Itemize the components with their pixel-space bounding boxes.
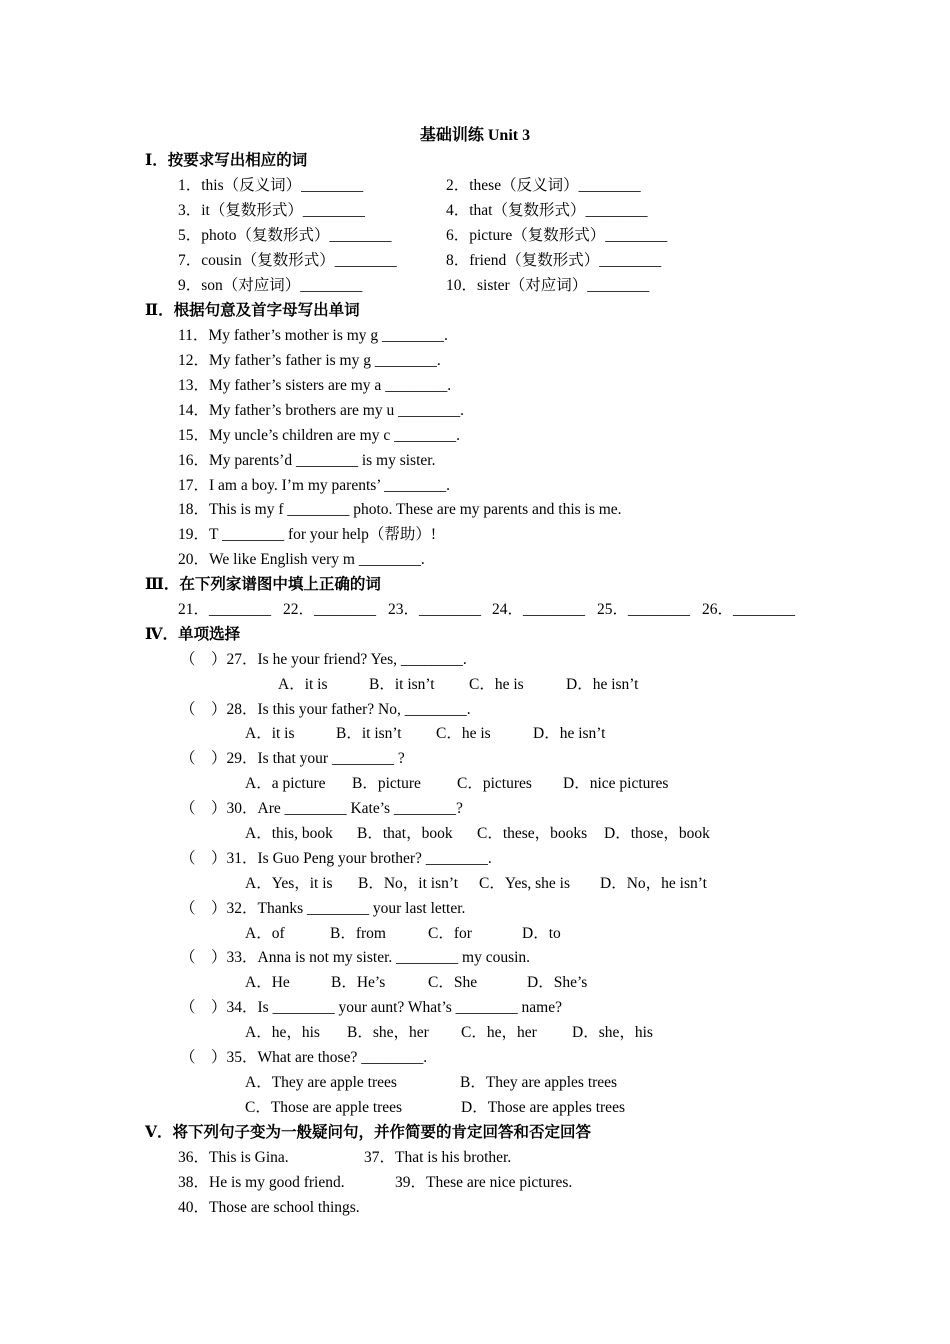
section-1-heading: Ⅰ．按要求写出相应的词 <box>145 152 308 169</box>
mc-option: B．They are apples trees <box>460 1074 618 1091</box>
mc-option: B．He’s <box>331 974 386 991</box>
blank-item: 23．________ <box>388 601 482 618</box>
blank-item: 26．________ <box>702 601 796 618</box>
mc-option: D．Those are apples trees <box>461 1099 625 1116</box>
mc-option: B．she，her <box>347 1024 429 1041</box>
question-item: 5．photo（复数形式）________ <box>178 227 392 244</box>
mc-option: A．it is <box>245 725 295 742</box>
question-item: 8．friend（复数形式）________ <box>446 252 662 269</box>
question-item: 12．My father’s father is my g ________. <box>178 352 441 369</box>
mc-option: D．she，his <box>572 1024 653 1041</box>
mc-option: C．he，her <box>461 1024 537 1041</box>
mc-option: B．picture <box>352 775 421 792</box>
mc-option: D．nice pictures <box>563 775 669 792</box>
mc-option: D．those，book <box>604 825 710 842</box>
mc-option: C．for <box>428 925 472 942</box>
mc-option: D．to <box>522 925 561 942</box>
mc-question: （ ）28．Is this your father? No, ________. <box>180 701 471 718</box>
question-item: 11．My father’s mother is my g ________. <box>178 327 448 344</box>
question-item: 9．son（对应词）________ <box>178 277 363 294</box>
question-item: 7．cousin（复数形式）________ <box>178 252 397 269</box>
mc-option: C．pictures <box>457 775 532 792</box>
blank-item: 22．________ <box>283 601 377 618</box>
mc-option: D．he isn’t <box>566 676 639 693</box>
question-item: 13．My father’s sisters are my a ________. <box>178 377 452 394</box>
mc-question: （ ）29．Is that your ________ ? <box>180 750 405 767</box>
mc-question: （ ）35．What are those? ________. <box>180 1049 428 1066</box>
mc-option: D．No，he isn’t <box>600 875 707 892</box>
mc-option: C．these，books <box>477 825 588 842</box>
mc-question: （ ）30．Are ________ Kate’s ________? <box>180 800 463 817</box>
mc-option: C．She <box>428 974 478 991</box>
mc-option: D．She’s <box>527 974 588 991</box>
mc-option: A．a picture <box>245 775 326 792</box>
mc-option: A．of <box>245 925 285 942</box>
question-item: 1．this（反义词）________ <box>178 177 364 194</box>
mc-question: （ ）34．Is ________ your aunt? What’s ________ name? <box>180 999 562 1016</box>
blank-item: 21．________ <box>178 601 272 618</box>
mc-option: B．it isn’t <box>369 676 435 693</box>
section-4-heading: Ⅳ．单项选择 <box>145 626 241 643</box>
question-item: 14．My father’s brothers are my u ________. <box>178 402 464 419</box>
question-item: 16．My parents’d ________ is my sister. <box>178 452 436 469</box>
section-2-heading: Ⅱ．根据句意及首字母写出单词 <box>145 302 360 319</box>
mc-question: （ ）31．Is Guo Peng your brother? ________. <box>180 850 492 867</box>
question-item: 39．These are nice pictures. <box>395 1174 573 1191</box>
question-item: 38．He is my good friend. <box>178 1174 345 1191</box>
mc-option: A．Yes，it is <box>245 875 333 892</box>
mc-option: A．he，his <box>245 1024 320 1041</box>
page-title: 基础训练 Unit 3 <box>419 127 531 144</box>
mc-option: C．Yes, she is <box>479 875 571 892</box>
mc-option: A．They are apple trees <box>245 1074 397 1091</box>
blank-item: 25．________ <box>597 601 691 618</box>
question-item: 18．This is my f ________ photo. These are my parents and this is me. <box>178 501 622 518</box>
mc-option: B．No，it isn’t <box>358 875 459 892</box>
mc-option: B．that，book <box>357 825 453 842</box>
question-item: 6．picture（复数形式）________ <box>446 227 668 244</box>
mc-option: B．from <box>330 925 386 942</box>
question-item: 2．these（反义词）________ <box>446 177 641 194</box>
section-3-heading: Ⅲ．在下列家谱图中填上正确的词 <box>145 576 381 593</box>
mc-option: C．he is <box>436 725 491 742</box>
mc-option: A．this, book <box>245 825 333 842</box>
mc-option: C．Those are apple trees <box>245 1099 403 1116</box>
question-item: 36．This is Gina. <box>178 1149 289 1166</box>
question-item: 20．We like English very m ________. <box>178 551 425 568</box>
question-item: 37．That is his brother. <box>364 1149 512 1166</box>
mc-option: A．it is <box>278 676 328 693</box>
question-item: 3．it（复数形式）________ <box>178 202 365 219</box>
question-item: 19．T ________ for your help（帮助）! <box>178 526 437 543</box>
mc-question: （ ）27．Is he your friend? Yes, ________. <box>180 651 467 668</box>
mc-option: B．it isn’t <box>336 725 402 742</box>
blank-item: 24．________ <box>492 601 586 618</box>
question-item: 10．sister（对应词）________ <box>446 277 650 294</box>
mc-option: D．he isn’t <box>533 725 606 742</box>
question-item: 40．Those are school things. <box>178 1199 360 1216</box>
mc-question: （ ）32．Thanks ________ your last letter. <box>180 900 466 917</box>
question-item: 17．I am a boy. I’m my parents’ ________. <box>178 477 451 494</box>
question-item: 4．that（复数形式）________ <box>446 202 648 219</box>
question-item: 15．My uncle’s children are my c ________. <box>178 427 460 444</box>
mc-question: （ ）33．Anna is not my sister. ________ my cousin. <box>180 949 531 966</box>
section-5-heading: Ⅴ．将下列句子变为一般疑问句，并作简要的肯定回答和否定回答 <box>145 1124 592 1141</box>
mc-option: C．he is <box>469 676 524 693</box>
mc-option: A．He <box>245 974 290 991</box>
